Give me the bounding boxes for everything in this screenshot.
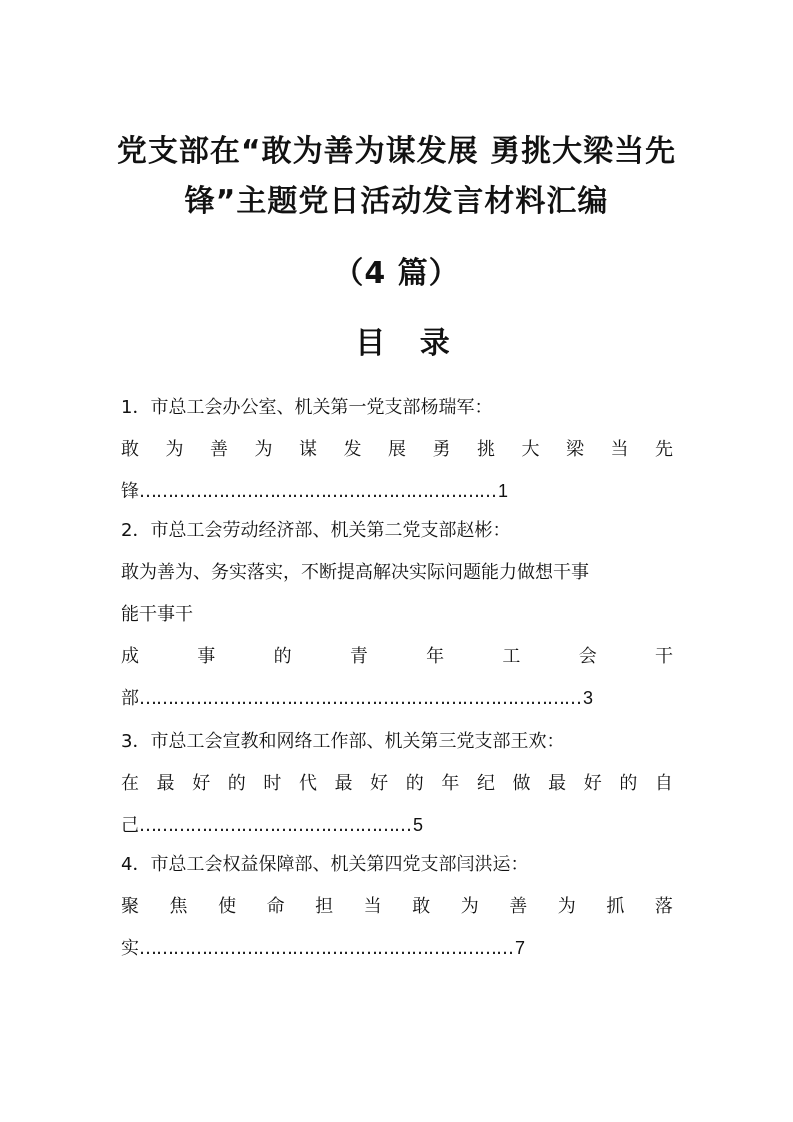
toc-title-char: 命 — [266, 896, 285, 917]
toc-entry-1-dots: ……………………………………………………… — [139, 481, 496, 502]
toc-entry-3-dots: ………………………………………… — [139, 815, 411, 836]
toc-title-char: 当 — [610, 439, 629, 460]
toc-title-char: 的 — [619, 773, 638, 794]
toc-title-char: 的 — [273, 646, 292, 667]
toc-entry-2-page: 3 — [583, 688, 594, 708]
toc-title-char: 抓 — [606, 896, 625, 917]
toc-entry-2-title — [121, 645, 673, 669]
document-title-line-2: 锋”主题党日活动发言材料汇编 — [184, 184, 609, 219]
toc-entry-1-last-char: 锋 — [121, 481, 139, 502]
toc-title-char: 在 — [121, 773, 139, 794]
toc-title-char: 最 — [548, 773, 567, 794]
toc-title-char: 干 — [654, 646, 673, 667]
toc-title-char: 焦 — [169, 896, 188, 917]
toc-entry-3-heading: 3．市总工会宣教和网络工作部、机关第三党支部王欢： — [121, 731, 565, 752]
toc-title-char: 挑 — [477, 439, 495, 460]
toc-entry-1-title — [121, 438, 673, 462]
toc-title-char: 善 — [210, 439, 228, 460]
toc-entry-4-page: 7 — [515, 938, 526, 958]
toc-title-char: 的 — [405, 773, 424, 794]
toc-title-char: 为 — [254, 439, 273, 460]
toc-entry-3-title — [121, 772, 673, 796]
toc-title-char: 青 — [349, 646, 368, 667]
toc-entry-1-page: 1 — [498, 481, 509, 501]
toc-entry-2-leader[interactable] — [121, 686, 673, 711]
toc-entry-2-last-char: 部 — [121, 688, 139, 709]
toc-title-char: 敢 — [121, 439, 139, 460]
toc-entry-4-last-char: 实 — [121, 938, 139, 959]
toc-title-char: 善 — [509, 896, 528, 917]
document-title-line-1: 党支部在“敢为善为谋发展 勇挑大梁当先 — [116, 134, 677, 169]
toc-title-char: 会 — [578, 646, 597, 667]
toc-title-char: 当 — [363, 896, 382, 917]
toc-entry-2-heading: 2．市总工会劳动经济部、机关第二党支部赵彬： — [121, 520, 511, 541]
toc-title-char: 展 — [388, 439, 406, 460]
toc-title-char: 勇 — [432, 439, 451, 460]
toc-title-char: 事 — [197, 646, 216, 667]
toc-title-char: 成 — [121, 646, 139, 667]
toc-title-char: 为 — [460, 896, 479, 917]
toc-title-char: 做 — [512, 773, 531, 794]
toc-title-char: 为 — [165, 439, 184, 460]
toc-entry-1-leader[interactable] — [121, 479, 673, 504]
toc-title-char: 最 — [334, 773, 353, 794]
toc-entry-3-last-char: 己 — [121, 815, 139, 836]
toc-entry-4-leader[interactable] — [121, 936, 673, 961]
toc-title-char: 代 — [298, 773, 317, 794]
toc-title-char: 纪 — [476, 773, 495, 794]
toc-entry-4-dots: ………………………………………………………… — [139, 938, 513, 959]
toc-entry-3-leader[interactable] — [121, 813, 673, 838]
toc-title-char: 担 — [315, 896, 334, 917]
toc-entry-2-title-line-2: 能干事干 — [121, 604, 193, 625]
toc-title-char: 自 — [654, 773, 673, 794]
toc-title-char: 敢 — [412, 896, 431, 917]
toc-title-char: 落 — [654, 896, 673, 917]
toc-title-char: 聚 — [121, 896, 139, 917]
toc-title-char: 为 — [557, 896, 576, 917]
toc-title-char: 时 — [263, 773, 282, 794]
toc-title-char: 先 — [655, 439, 673, 460]
toc-title-char: 年 — [441, 773, 460, 794]
toc-title-char: 梁 — [566, 439, 584, 460]
toc-title-char: 最 — [156, 773, 175, 794]
toc-entry-2-dots: …………………………………………………………………… — [139, 688, 581, 709]
toc-title-char: 大 — [521, 439, 540, 460]
toc-entry-1-heading: 1．市总工会办公室、机关第一党支部杨瑞军： — [121, 397, 493, 418]
toc-heading: 目 录 — [355, 326, 462, 361]
toc-title-char: 好 — [370, 773, 389, 794]
toc-title-char: 谋 — [299, 439, 317, 460]
toc-title-char: 的 — [227, 773, 246, 794]
toc-title-char: 年 — [426, 646, 445, 667]
toc-entry-2-title-line-1: 敢为善为、务实落实，不断提高解决实际问题能力做想干事 — [121, 562, 589, 583]
toc-title-char: 好 — [583, 773, 602, 794]
toc-entry-3-page: 5 — [413, 815, 424, 835]
toc-entry-4-title — [121, 895, 673, 919]
toc-title-char: 发 — [343, 439, 362, 460]
toc-entry-4-heading: 4．市总工会权益保障部、机关第四党支部闫洪运： — [121, 854, 529, 875]
toc-title-char: 使 — [218, 896, 237, 917]
document-count: （4 篇） — [333, 256, 460, 291]
toc-title-char: 工 — [502, 646, 521, 667]
toc-title-char: 好 — [192, 773, 211, 794]
